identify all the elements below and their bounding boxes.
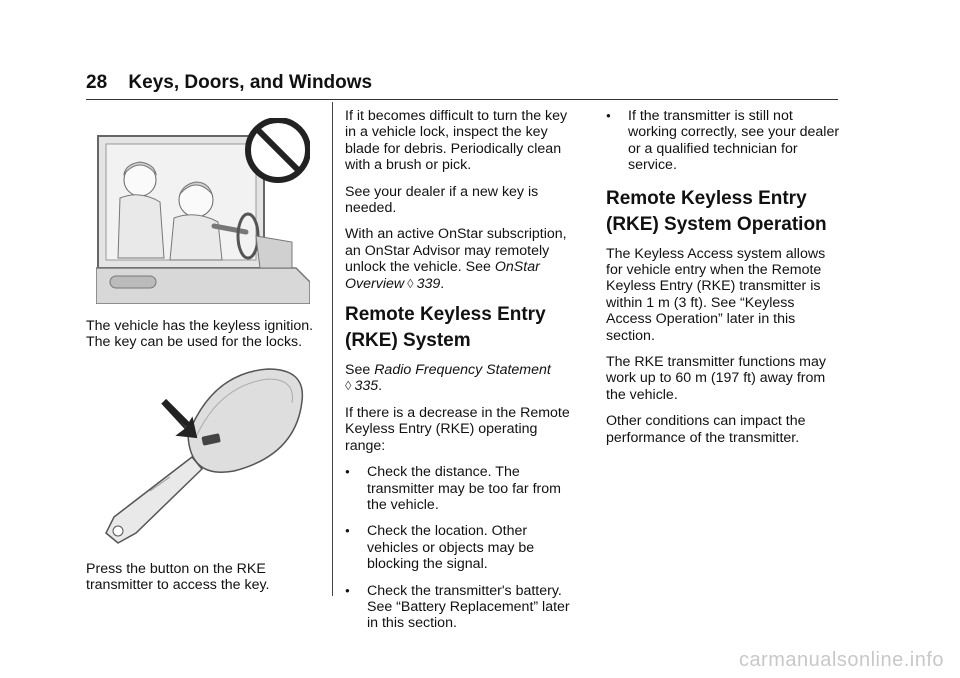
range-text: The RKE transmitter functions may work up to 60 m (197 ft) away from the vehicle. xyxy=(606,354,826,403)
column-2 xyxy=(345,108,579,642)
onstar-text: With an active OnStar subscription, an OnStar Advisor may remotely unlock the vehicle. See OnStar Overview ◊ 339. xyxy=(345,226,567,292)
bullet-icon: ● xyxy=(606,111,611,120)
column-divider xyxy=(332,102,333,596)
keyless-access-text: The Keyless Access system allows for vehicle entry when the Remote Keyless Entry (RKE) transmitter is within 1 m (3 ft). See “Keyless Access Operation” later in this section. xyxy=(606,245,826,344)
onstar-overview-link[interactable]: OnStar Overview xyxy=(345,259,540,292)
list-item: ● Check the transmitter's battery. See “Battery Replacement” later in this section. xyxy=(345,582,570,632)
bullet-icon: ● xyxy=(345,585,350,595)
radio-page-ref[interactable]: 335 xyxy=(354,378,379,395)
page-ref-icon: ◊ xyxy=(345,378,352,394)
column-3 xyxy=(606,108,840,456)
rke-system-heading: Remote Keyless Entry (RKE) System xyxy=(345,304,546,352)
list-item: ● Check the distance. The transmitter may be too far from the vehicle. xyxy=(345,464,561,513)
new-key-text: See your dealer if a new key is needed. xyxy=(345,183,539,217)
keyless-ignition-text: The vehicle has the keyless ignition. The key can be used for the locks. xyxy=(86,318,314,351)
page-ref-icon: ◊ xyxy=(407,275,414,291)
page-number: 28 xyxy=(86,72,108,93)
column-1 xyxy=(86,108,322,604)
radio-frequency-link[interactable]: Radio Frequency Statement xyxy=(374,362,551,379)
onstar-page-ref[interactable]: 339 xyxy=(416,275,441,292)
list-item: ● Check the location. Other vehicles or objects may be blocking the signal. xyxy=(345,523,535,573)
bullet-icon: ● xyxy=(345,467,350,477)
children-in-car-illustration xyxy=(96,118,310,304)
conditions-text: Other conditions can impact the performance of the transmitter. xyxy=(606,413,806,446)
page-header xyxy=(86,72,372,94)
rke-transmitter-key-illustration xyxy=(92,361,312,549)
key-debris-text: If it becomes difficult to turn the key in a vehicle lock, inspect the key blade for debris. Periodically clean with a brush or pick. xyxy=(345,108,568,174)
see-radio-statement: See Radio Frequency Statement ◊ 335. xyxy=(345,362,551,395)
list-item: ● If the transmitter is still not working correctly, see your dealer or a qualified technician for service. xyxy=(606,108,840,174)
press-button-text: Press the button on the RKE transmitter to access the key. xyxy=(86,560,270,594)
watermark-text: carmanualsonline.info xyxy=(738,649,944,671)
range-decrease-text: If there is a decrease in the Remote Keyless Entry (RKE) operating range: xyxy=(345,404,570,454)
rke-operation-heading: Remote Keyless Entry (RKE) System Operation xyxy=(606,187,827,235)
section-title: Keys, Doors, and Windows xyxy=(128,72,373,93)
header-rule xyxy=(86,99,838,100)
bullet-icon: ● xyxy=(345,526,350,536)
